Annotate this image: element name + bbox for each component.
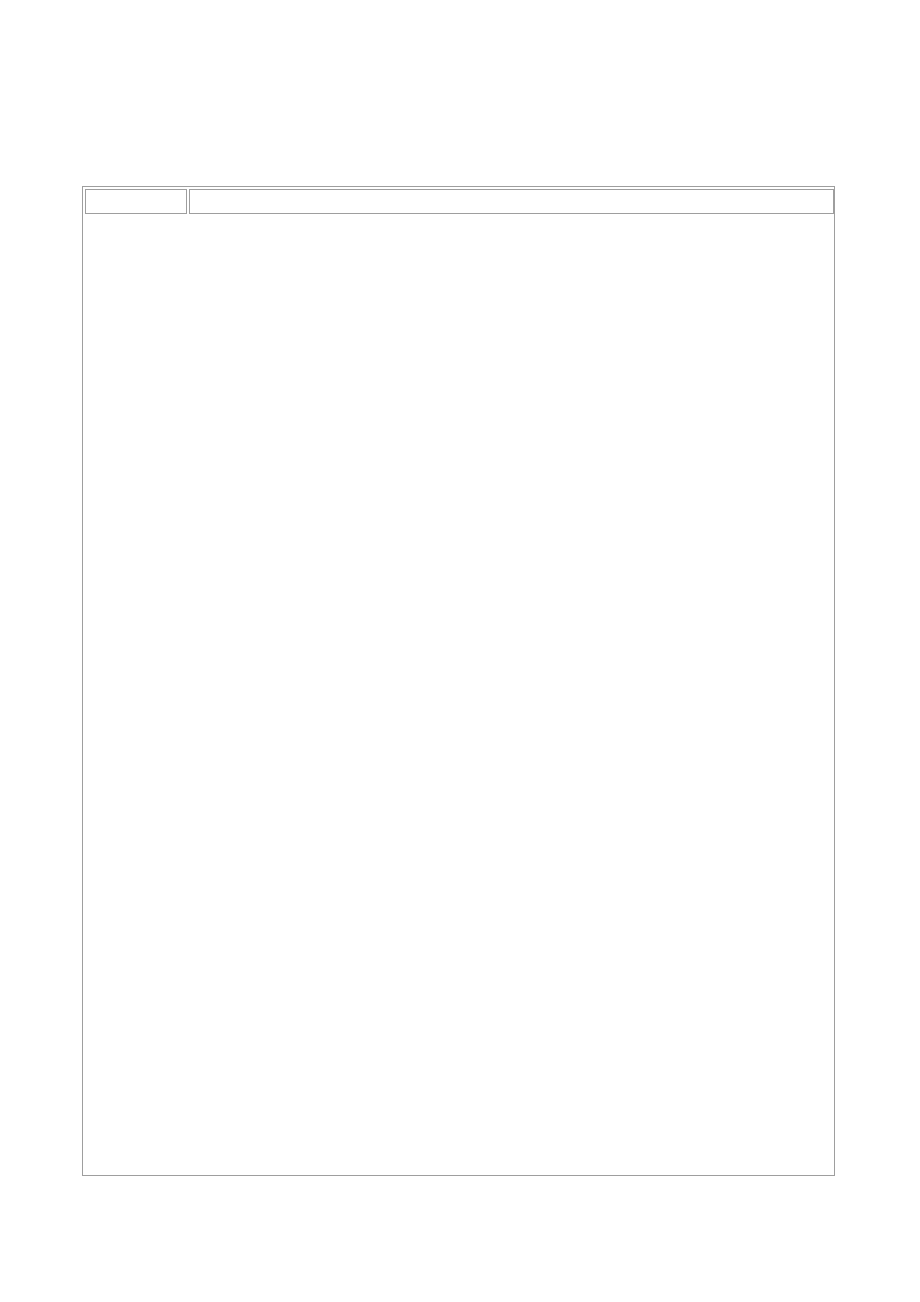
header-desc-cell	[189, 189, 834, 214]
commodity-code-table	[82, 186, 835, 1176]
header-code-cell	[85, 189, 187, 214]
table-header-row	[83, 187, 836, 215]
page-subtitle	[0, 107, 920, 137]
